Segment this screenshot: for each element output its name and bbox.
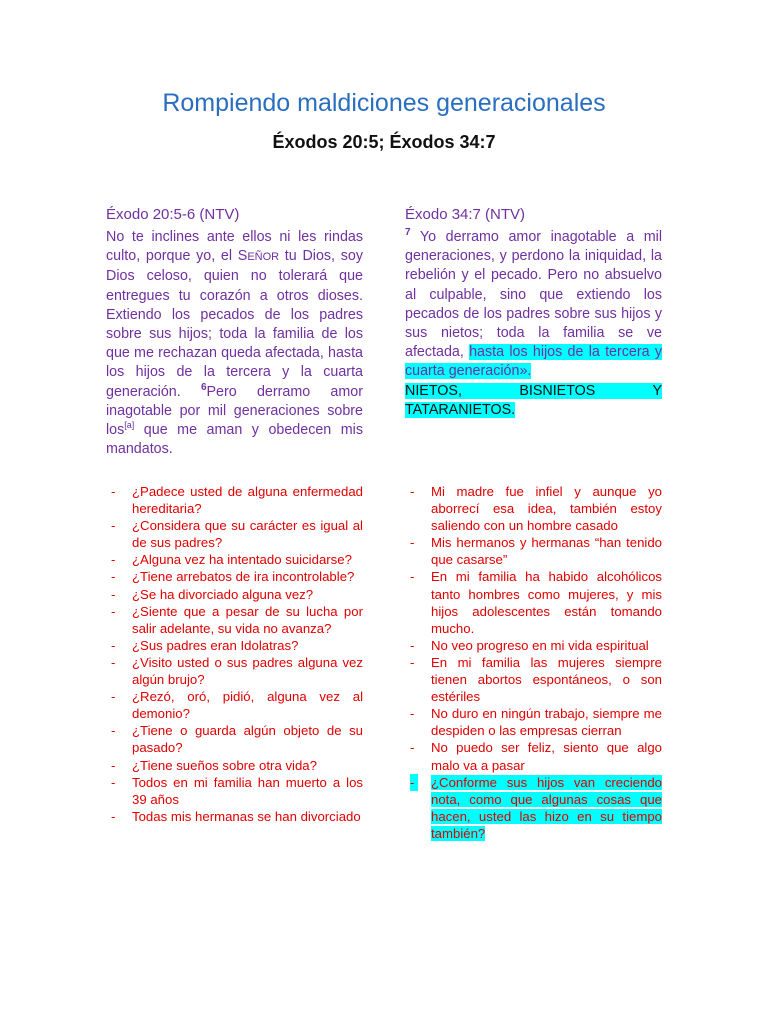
list-dash: -: [111, 603, 116, 619]
list-item-text: ¿Siente que a pesar de su lucha por salir adelante, su vida no avanza?: [132, 603, 363, 636]
verse-text-part: No te inclines ante ellos ni les rindas culto, porque yo, el: [106, 229, 363, 265]
list-item-text: Mis hermanos y hermanas “han tenido que casarse”: [431, 535, 662, 568]
list-item: [106, 603, 363, 637]
list-dash: -: [111, 586, 116, 602]
list-item-text: ¿Padece usted de alguna enfermedad hereditaria?: [132, 484, 363, 517]
left-passage-text: [106, 228, 363, 459]
list-item-text: ¿Sus padres eran Idolatras?: [132, 637, 299, 653]
list-item-text: No duro en ningún trabajo, siempre me despiden o las empresas cierran: [431, 706, 662, 739]
list-item-text: No puedo ser feliz, siento que algo malo va a pasar: [431, 740, 662, 773]
list-item: [106, 774, 363, 808]
list-item: [106, 586, 363, 603]
list-item: [405, 483, 662, 534]
verse-text-part: que me aman y obedecen mis mandatos.: [106, 422, 363, 458]
list-dash: -: [410, 535, 415, 551]
list-item: [405, 705, 662, 739]
right-passage-text: [405, 228, 662, 420]
footnote-link[interactable]: [a]: [124, 420, 135, 431]
list-item-text: No veo progreso en mi vida espiritual: [431, 637, 649, 653]
list-item-text: En mi familia ha habido alcohólicos tanto hombres como mujeres, y mis hijos adolescentes están tomando mucho.: [431, 569, 662, 636]
list-item-highlighted: [405, 774, 662, 842]
verse-text-part: tu Dios, soy Dios celoso, quien no tolerará que entregues tu corazón a otros dioses. Extiendo los pecados de los padres sobre sus hijos; toda la familia de los que me rechazan queda afectada, hasta los hijos de la tercera y la cuarta generación.: [106, 248, 363, 400]
list-dash: -: [111, 689, 116, 705]
left-passage: [106, 206, 363, 459]
list-item-text: Todas mis hermanas se han divorciado: [132, 808, 361, 824]
list-dash: -: [111, 774, 116, 790]
list-item: [106, 551, 363, 568]
list-item-text: Todos en mi familia han muerto a los 39 años: [132, 774, 363, 807]
questions-list: [106, 483, 363, 825]
list-dash: -: [111, 757, 116, 773]
list-item: [405, 739, 662, 773]
list-item: [106, 517, 363, 551]
list-dash: -: [410, 740, 415, 756]
list-item-text: ¿Se ha divorciado alguna vez?: [132, 586, 314, 602]
list-dash: -: [111, 552, 116, 568]
list-item: [106, 757, 363, 774]
list-item-text: En mi familia las mujeres siempre tienen abortos espontáneos, o son estériles: [431, 654, 662, 705]
page-subtitle: Éxodos 20:5; Éxodos 34:7: [272, 132, 496, 152]
list-dash: -: [410, 654, 415, 670]
list-item: [106, 722, 363, 756]
list-item-text: ¿Rezó, oró, pidió, alguna vez al demonio?: [132, 689, 363, 722]
list-item: [405, 654, 662, 705]
highlighted-text: hasta los hijos de la tercera y cuarta generación».: [405, 344, 662, 380]
list-item: [405, 568, 662, 636]
small-caps-s: S: [237, 248, 248, 265]
small-caps-rest: EÑOR: [247, 251, 280, 264]
list-item: [106, 568, 363, 585]
list-item-text: Mi madre fue infiel y aunque yo aborrecí esa idea, también estoy saliendo con un hombre casado: [431, 484, 662, 534]
list-dash: -: [410, 569, 415, 585]
list-dash: -: [410, 706, 415, 722]
list-item-text: ¿Tiene o guarda algún objeto de su pasado?: [132, 723, 363, 756]
verse-text-part: Yo derramo amor inagotable a mil generaciones, y perdono la iniquidad, la rebelión y el pecado. Pero no absuelvo al culpable, sino que extiendo los pecados de los padres sobre sus hijos y sus nietos; toda la familia se ve afectada,: [405, 229, 662, 361]
list-item: [106, 483, 363, 517]
list-item-text: ¿Tiene arrebatos de ira incontrolable?: [132, 569, 355, 585]
list-dash: -: [111, 569, 116, 585]
list-item: [106, 808, 363, 825]
list-item-text: ¿Conforme sus hijos van creciendo nota, como que algunas cosas que hacen, usted las hizo en su tiempo también?: [431, 774, 662, 841]
list-item-text: ¿Tiene sueños sobre otra vida?: [132, 757, 317, 773]
list-item-text: ¿Considera que su carácter es igual al de sus padres?: [132, 518, 363, 551]
list-item: [405, 637, 662, 654]
right-passage: [405, 206, 662, 420]
list-dash: -: [410, 484, 415, 499]
verse-text-part: Pero derramo amor inagotable por mil generaciones sobre los: [106, 383, 363, 439]
list-dash: -: [111, 723, 116, 739]
list-item: [106, 654, 363, 688]
list-dash: -: [410, 774, 418, 791]
list-dash: -: [111, 654, 116, 670]
emphasis-text: NIETOS, BISNIETOS Y TATARANIETOS.: [405, 382, 662, 418]
list-dash: -: [111, 637, 116, 653]
list-dash: -: [111, 484, 116, 499]
list-item: [106, 688, 363, 722]
list-item-text: ¿Alguna vez ha intentado suicidarse?: [132, 552, 352, 568]
list-item: [405, 534, 662, 568]
list-dash: -: [111, 808, 116, 824]
verse-number: 7: [405, 227, 411, 239]
list-item-text: ¿Visito usted o sus padres alguna vez algún brujo?: [132, 654, 363, 688]
left-passage-heading: Éxodo 20:5-6 (NTV): [106, 206, 240, 223]
list-dash: -: [111, 518, 116, 534]
verse-number: 6: [200, 381, 207, 393]
testimonies-list: [405, 483, 662, 842]
list-item: [106, 637, 363, 654]
right-passage-heading: Éxodo 34:7 (NTV): [405, 206, 526, 223]
page-title: Rompiendo maldiciones generacionales: [162, 89, 606, 117]
list-dash: -: [410, 637, 415, 653]
